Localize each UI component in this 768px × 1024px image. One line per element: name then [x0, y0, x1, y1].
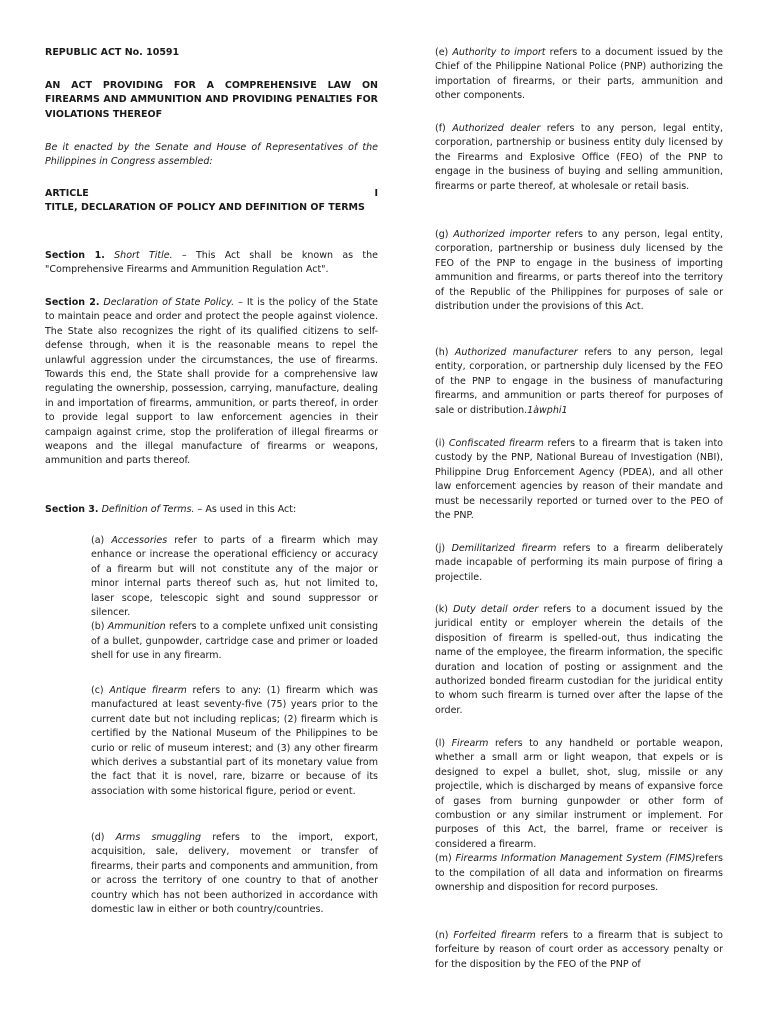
act-title: AN ACT PROVIDING FOR A COMPREHENSIVE LAW ON FIREARMS AND AMMUNITION AND PROVIDING PENALTIES FOR VIOLATIONS THEREOF [45, 80, 378, 120]
definition-n: (n) Forfeited firearm refers to a firearm that is subject to forfeiture by reason of court order as accessory penalty or for the disposition by the FEO of the PNP of [435, 930, 723, 970]
definition-b: (b) Ammunition refers to a complete unfixed unit consisting of a bullet, gunpowder, cartridge case and primer or loaded shell for use in any firearm. [91, 621, 378, 662]
section-1-label: Section 1. [45, 250, 105, 261]
term-authorized-dealer: Authorized dealer [452, 123, 541, 134]
term-authorized-manufacturer: Authorized manufacturer [454, 347, 578, 358]
definition-c: (c) Antique firearm refers to any: (1) firearm which was manufactured at least seventy-five (75) years prior to the current date but not including replicas; (2) firearm which is certified by the National Museum of the Philippines to be curio or relic of museum interest; and (3) any other firearm which derives a substantial part of its monetary value from the fact that it is novel, rare, bizarre or because of its association with some historical figure, period or event. [91, 685, 379, 797]
section-2-body: – It is the policy of the State to maintain peace and order and protect the people against violence. The State also recognizes the right of its qualified citizens to self-defense through, when it is the reasonable means to repel the unlawful aggression under the circumstances, the use of firearms. Towards this end, the State shall provide for a comprehensive law regulating the ownership, possession, carrying, manufacture, dealing in and importation of firearms, ammunition, or parts thereof, in order to provide legal support to law enforcement agencies in their campaign against crime, stop the proliferation of illegal firearms or weapons and the illegal manufacture of firearms or weapons, ammunition and parts thereof. [45, 297, 378, 467]
definitions-a-b [91, 534, 378, 664]
article-label: ARTICLE [45, 188, 89, 199]
section-3 [45, 503, 378, 517]
term-firearm: Firearm [451, 738, 489, 749]
definitions-l-m [435, 737, 723, 895]
term-arms-smuggling: Arms smuggling [115, 832, 202, 843]
section-2-title: Declaration of State Policy. [103, 297, 235, 308]
term-demilitarized-firearm: Demilitarized firearm [451, 543, 557, 554]
section-1 [45, 249, 378, 278]
article-heading [45, 187, 378, 216]
section-1-body: – This Act shall be known as the "Comprehensive Firearms and Ammunition Regulation Act". [45, 250, 378, 276]
term-forfeited-firearm: Forfeited firearm [453, 930, 536, 941]
term-confiscated-firearm: Confiscated firearm [448, 438, 544, 449]
term-antique-firearm: Antique firearm [109, 685, 187, 696]
term-duty-detail-order: Duty detail order [453, 604, 539, 615]
definition-f: (f) Authorized dealer refers to any person, legal entity, corporation, partnership or business entity duly licensed by the Firearms and Explosive Office (FEO) of the PNP to engage in the business of buying and selling ammunition, firearms or parte thereof, at wholesale or retail basis. [435, 123, 723, 192]
term-authority-to-import: Authority to import [452, 47, 546, 58]
term-accessories: Accessories [111, 535, 168, 546]
definition-j: (j) Demilitarized firearm refers to a firearm deliberately made incapable of performing its main purpose of firing a projectile. [435, 543, 723, 583]
term-ammunition: Ammunition [107, 621, 166, 633]
definition-l: (l) Firearm refers to any handheld or portable weapon, whether a small arm or light weapon, that expels or is designed to expel a bullet, shot, slug, missile or any projectile, which is discharged by means of expansive force of gases from burning gunpowder or other form of combustion or any similar instrument or implement. For purposes of this Act, the barrel, frame or receiver is considered a firearm. [435, 738, 723, 850]
section-3-body: – As used in this Act: [194, 504, 297, 515]
enacting-clause: Be it enacted by the Senate and House of Representatives of the Philippines in Congress assembled: [45, 142, 378, 168]
definition-i: (i) Confiscated firearm refers to a firearm that is taken into custody by the PNP, National Bureau of Investigation (NBI), Philippine Drug Enforcement Agency (PDEA), and all other law enforcement agencies by reason of their mandate and must be necessarily reported or turned over to the PEO of the PNP. [435, 438, 723, 522]
act-number: REPUBLIC ACT No. 10591 [45, 47, 180, 58]
section-2-label: Section 2. [45, 297, 100, 308]
section-1-title: Short Title. [114, 250, 173, 261]
definition-m: (m) Firearms Information Management System (FIMS)refers to the compilation of all data and information on firearms ownership and disposition for record purposes. [435, 853, 724, 894]
article-number: I [374, 188, 378, 199]
definition-a: (a) Accessories refer to parts of a firearm which may enhance or increase the operational efficiency or accuracy of a firearm but will not constitute any of the major or minor internal parts thereof such as, hut not limited to, laser scope, telescopic sight and sound suppressor or silencer. [91, 535, 378, 619]
section-3-title: Definition of Terms. [101, 504, 195, 515]
section-3-label: Section 3. [45, 504, 99, 515]
watermark-text: 1àwphi1 [527, 404, 568, 416]
definition-d: (d) Arms smuggling refers to the import, export, acquisition, sale, delivery, movement or transfer of firearms, their parts and components and ammunition, from or across the territory of one country to that of another country which has not been authorized in accordance with domestic law in either or both country/countries. [91, 832, 379, 916]
definition-g: (g) Authorized importer refers to any person, legal entity, corporation, partnership or business duly licensed by the FEO of the PNP to engage in the business of importing ammunition and firearms, or parts thereof into the territory of the Republic of the Philippines for purposes of sale or distribution under the provisions of this Act. [435, 229, 723, 313]
article-title: TITLE, DECLARATION OF POLICY AND DEFINITION OF TERMS [45, 202, 365, 214]
definition-h: (h) Authorized manufacturer refers to any person, legal entity, corporation, or partnership duly licensed by the FEO of the PNP to engage in the business of manufacturing firearms, and ammunition or parts thereof for purposes of sale or distribution.1àwphi1 [435, 347, 723, 416]
definition-e: (e) Authority to import refers to a document issued by the Chief of the Philippine National Police (PNP) authorizing the importation of firearms, or their parts, ammunition and other components. [435, 47, 723, 102]
term-authorized-importer: Authorized importer [453, 229, 551, 240]
section-2 [45, 296, 378, 469]
term-fims: Firearms Information Management System (FIMS) [455, 853, 696, 865]
definition-k: (k) Duty detail order refers to a document issued by the juridical entity or employer wherein the details of the disposition of firearm is spelled-out, thus indicating the name of the employee, the firearm information, the specific duration and location of posting or assignment and the authorized bonded firearm custodian for the juridical entity to whom such firearm is turned over after the lapse of the order. [435, 604, 723, 716]
